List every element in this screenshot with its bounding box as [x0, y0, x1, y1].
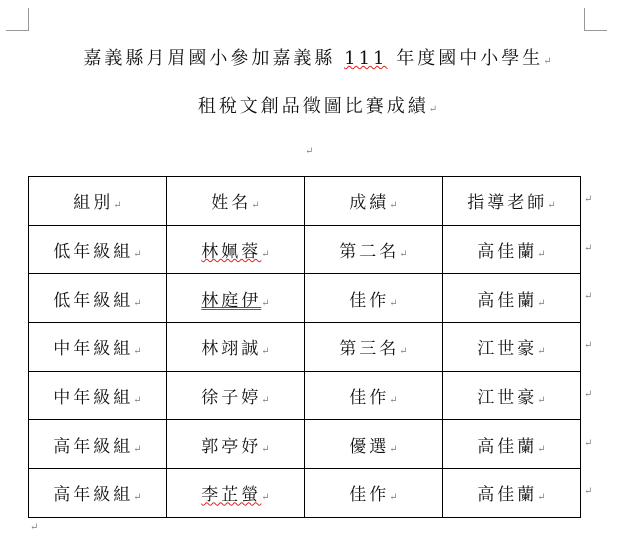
document-title-line-2[interactable]	[0, 92, 635, 118]
title-text: 嘉義縣月眉國小參加嘉義縣	[83, 48, 345, 69]
cell-text: 江世豪	[477, 388, 538, 409]
paragraph-mark-icon: ↵	[133, 346, 142, 358]
paragraph-mark-icon: ↵	[537, 492, 546, 504]
table-cell[interactable]	[167, 420, 305, 469]
table-cell[interactable]	[167, 469, 305, 518]
table-cell[interactable]	[167, 225, 305, 274]
table-cell[interactable]	[167, 274, 305, 323]
paragraph-mark-icon: ↵	[261, 395, 270, 407]
cell-text: 佳作	[349, 485, 390, 506]
cell-text: 優選	[349, 436, 390, 457]
paragraph-mark-icon: ↵	[261, 249, 270, 261]
paragraph-mark-icon: ↵	[389, 395, 398, 407]
cell-text: 高佳蘭	[477, 290, 538, 311]
paragraph-mark-icon: ↵	[389, 492, 398, 504]
table-cell[interactable]	[29, 225, 167, 274]
cell-text: 第三名	[339, 339, 400, 360]
paragraph-mark-icon: ↵	[261, 443, 270, 455]
row-end-mark-icon: ↵	[584, 486, 593, 498]
table-cell[interactable]	[443, 323, 581, 372]
table-cell[interactable]	[305, 469, 443, 518]
row-end-mark-icon: ↵	[584, 388, 593, 400]
table-cell[interactable]	[443, 274, 581, 323]
table-row	[29, 371, 581, 420]
margin-corner-mark	[584, 8, 607, 31]
paragraph-mark-icon: ↵	[547, 200, 556, 212]
paragraph-mark-icon: ↵	[113, 200, 122, 212]
header-cell[interactable]	[167, 177, 305, 226]
paragraph-mark-icon: ↵	[389, 297, 398, 309]
title-text: 租稅文創品徵圖比賽成績	[197, 96, 429, 117]
cell-text: 第二名	[339, 242, 400, 263]
title-text: 年度國中小學生	[387, 48, 544, 69]
cell-text: 中年級組	[53, 339, 134, 360]
cell-text: 林姵蓉	[201, 242, 262, 263]
title-year: 111	[344, 48, 388, 69]
table-row	[29, 274, 581, 323]
table-cell[interactable]	[305, 274, 443, 323]
row-end-mark-icon: ↵	[584, 194, 593, 205]
table-cell[interactable]	[443, 420, 581, 469]
paragraph-mark-icon: ↵	[428, 104, 438, 115]
cell-text: 江世豪	[477, 339, 538, 360]
table-cell[interactable]	[443, 371, 581, 420]
cell-text: 林庭伊	[201, 290, 262, 311]
cell-text: 高佳蘭	[477, 485, 538, 506]
table-cell[interactable]	[305, 225, 443, 274]
paragraph-mark-icon: ↵	[537, 297, 546, 309]
cell-text: 中年級組	[53, 388, 134, 409]
paragraph-mark-icon: ↵	[261, 492, 270, 504]
document-title-line-1[interactable]	[0, 44, 635, 70]
paragraph-mark-icon: ↵	[133, 492, 142, 504]
cell-text: 佳作	[349, 388, 390, 409]
table-cell[interactable]	[305, 420, 443, 469]
paragraph-mark-icon: ↵	[133, 395, 142, 407]
cell-text: 高佳蘭	[477, 436, 538, 457]
table-cell[interactable]	[305, 371, 443, 420]
row-end-mark-icon: ↵	[584, 242, 593, 254]
row-end-mark-icon: ↵	[584, 437, 593, 449]
paragraph-mark-icon: ↵	[251, 200, 260, 212]
table-row	[29, 469, 581, 518]
cell-text: 組別	[73, 193, 114, 214]
header-cell[interactable]	[29, 177, 167, 226]
table-row	[29, 225, 581, 274]
paragraph-mark-icon: ↵	[537, 443, 546, 455]
table-cell[interactable]	[167, 371, 305, 420]
table-cell[interactable]	[29, 323, 167, 372]
paragraph-mark-icon: ↵	[537, 346, 546, 358]
results-table	[28, 176, 581, 518]
paragraph-mark-icon: ↵	[399, 346, 408, 358]
paragraph-mark-icon: ↵	[305, 146, 314, 157]
table-cell[interactable]	[443, 225, 581, 274]
paragraph-mark-icon: ↵	[30, 522, 39, 533]
cell-text: 低年級組	[53, 242, 134, 263]
paragraph-mark-icon: ↵	[133, 297, 142, 309]
paragraph-mark-icon: ↵	[389, 443, 398, 455]
paragraph-mark-icon: ↵	[261, 297, 270, 309]
table-cell[interactable]	[305, 323, 443, 372]
cell-text: 成績	[349, 193, 390, 214]
table-cell[interactable]	[29, 420, 167, 469]
cell-text: 郭亭妤	[201, 436, 262, 457]
table-cell[interactable]	[29, 274, 167, 323]
table-cell[interactable]	[29, 469, 167, 518]
cell-text: 佳作	[349, 290, 390, 311]
paragraph-mark-icon: ↵	[399, 249, 408, 261]
paragraph-mark-icon: ↵	[389, 200, 398, 212]
paragraph-mark-icon: ↵	[133, 249, 142, 261]
row-end-mark-icon: ↵	[584, 340, 593, 352]
paragraph-mark-icon: ↵	[537, 395, 546, 407]
cell-text: 高年級組	[53, 436, 134, 457]
cell-text: 高年級組	[53, 485, 134, 506]
table-cell[interactable]	[443, 469, 581, 518]
cell-text: 指導老師	[467, 193, 548, 214]
paragraph-mark-icon: ↵	[543, 56, 552, 67]
header-cell[interactable]	[305, 177, 443, 226]
cell-text: 低年級組	[53, 290, 134, 311]
row-end-mark-icon: ↵	[584, 291, 593, 303]
paragraph-mark-icon: ↵	[133, 443, 142, 455]
header-cell[interactable]	[443, 177, 581, 226]
cell-text: 李芷螢	[201, 485, 262, 506]
table-row	[29, 323, 581, 372]
paragraph-mark-icon: ↵	[537, 249, 546, 261]
table-header-row	[29, 177, 581, 226]
cell-text: 徐子婷	[201, 388, 262, 409]
margin-corner-mark	[6, 8, 29, 31]
cell-text: 高佳蘭	[477, 242, 538, 263]
table-cell[interactable]	[167, 323, 305, 372]
cell-text: 林翊誠	[201, 339, 262, 360]
cell-text: 姓名	[211, 193, 252, 214]
table-row	[29, 420, 581, 469]
paragraph-mark-icon: ↵	[261, 346, 270, 358]
table-cell[interactable]	[29, 371, 167, 420]
